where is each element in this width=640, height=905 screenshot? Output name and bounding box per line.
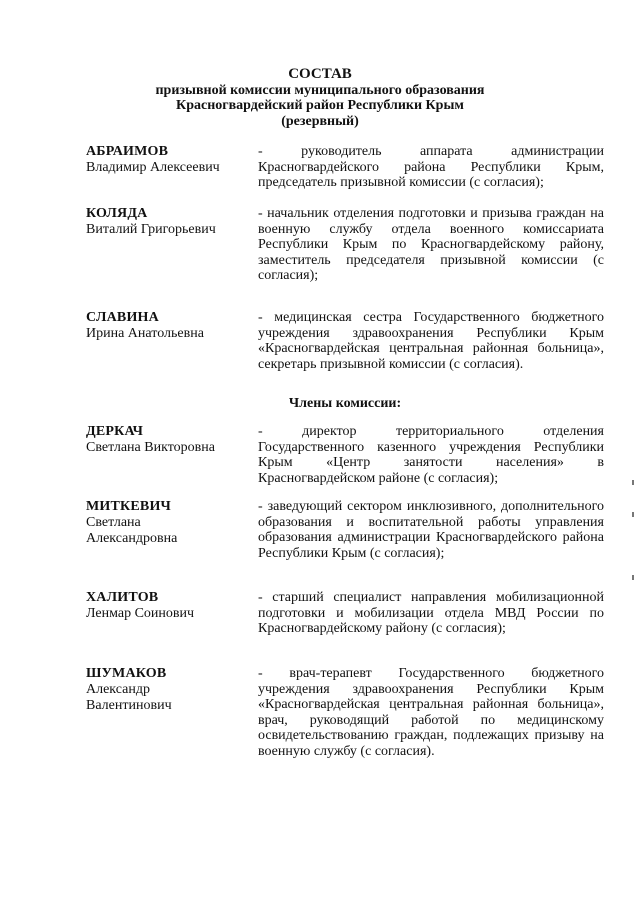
member-given-name: Светлана [86, 515, 141, 530]
member-role: - врач-терапевт Государственного бюджетного учреждения здравоохранения Республики Крым «Красногвардейская центральная районная больница», врач, руководящий работой по медицинскому освидетельствованию граждан, подлежащих призыву на военную службу (с согласия). [258, 666, 604, 759]
member-person [86, 499, 251, 547]
member-person [86, 144, 251, 176]
member-given-name: Ленмар Соинович [86, 606, 195, 621]
member-given-name: Владимир Алексеевич [86, 160, 220, 175]
scan-edge-mark [632, 575, 634, 580]
member-surname: ДЕРКАЧ [86, 424, 144, 439]
member-surname: ХАЛИТОВ [86, 590, 159, 605]
member-surname: СЛАВИНА [86, 310, 159, 325]
member-role: - заведующий сектором инклюзивного, дополнительного образования и воспитательной работы управления образования администрации Красногвардейского района Республики Крым (с согласия); [258, 499, 604, 561]
member-given-name: Виталий Григорьевич [86, 222, 216, 237]
member-person [86, 310, 251, 342]
member-person [86, 206, 251, 238]
member-given-name: Светлана Викторовна [86, 440, 215, 455]
member-role: - медицинская сестра Государственного бюджетного учреждения здравоохранения Республики Крым «Красногвардейская центральная районная больница», секретарь призывной комиссии (с согласия). [258, 310, 604, 372]
members-section-title: Члены комиссии: [288, 396, 402, 411]
member-given-name: Александр [86, 682, 150, 697]
member-person [86, 666, 251, 714]
document-subtitle-line-1: призывной комиссии муниципального образования [155, 83, 485, 98]
member-role: - старший специалист направления мобилизационной подготовки и мобилизации отдела МВД России по Красногвардейскому району (с согласия); [258, 590, 604, 637]
member-person [86, 590, 251, 622]
member-given-name: Ирина Анатольевна [86, 326, 204, 341]
member-surname: МИТКЕВИЧ [86, 499, 172, 514]
member-given-name: Валентинович [86, 698, 172, 713]
document-subtitle-line-3: (резервный) [281, 114, 359, 129]
document-subtitle-line-2: Красногвардейский район Республики Крым [176, 98, 464, 113]
member-role: - начальник отделения подготовки и призыва граждан на военную службу отдела военного комиссариата Республики Крым по Красногвардейскому району, заместитель председателя призывной комиссии (с согласия); [258, 206, 604, 284]
member-surname: АБРАИМОВ [86, 144, 169, 159]
member-surname: ШУМАКОВ [86, 666, 167, 681]
member-person [86, 424, 251, 456]
scan-edge-mark [632, 512, 634, 517]
member-given-name: Александровна [86, 531, 178, 546]
document-title: СОСТАВ [288, 66, 352, 82]
member-role: - руководитель аппарата администрации Красногвардейского района Республики Крым, председатель призывной комиссии (с согласия); [258, 144, 604, 191]
member-surname: КОЛЯДА [86, 206, 148, 221]
scan-edge-mark [632, 480, 634, 485]
member-role: - директор территориального отделения Государственного казенного учреждения Республики Крым «Центр занятости населения» в Красногвардейском районе (с согласия); [258, 424, 604, 486]
